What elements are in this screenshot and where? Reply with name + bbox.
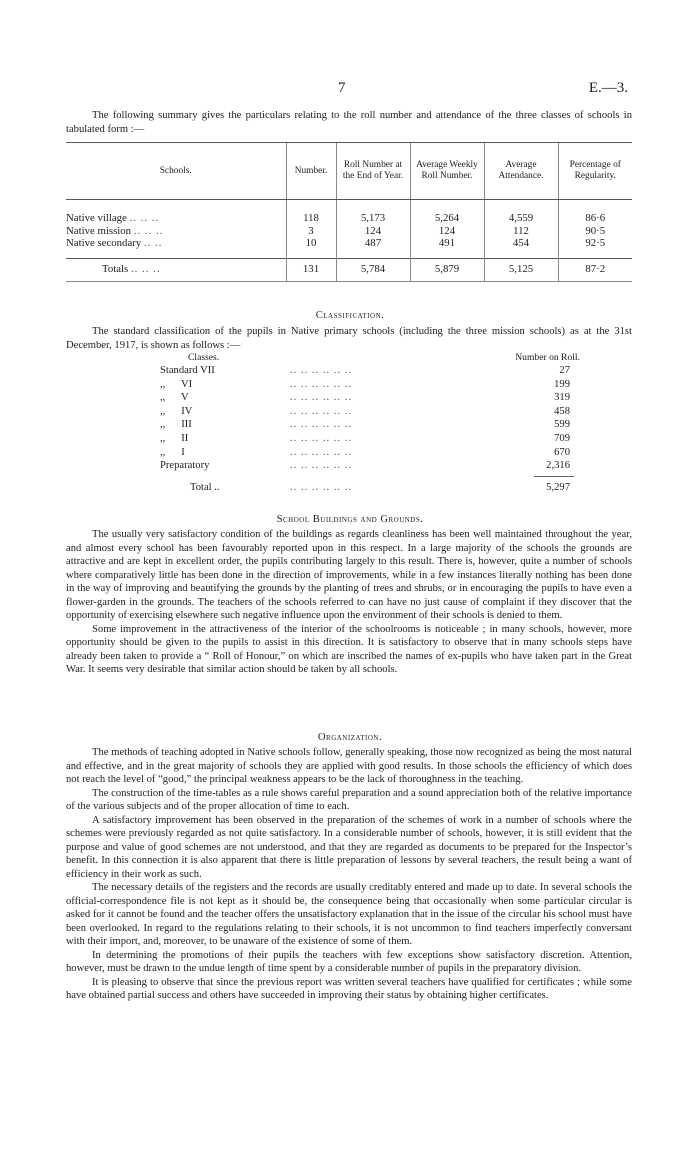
leader-dots: .. .. .. .. .. .. [290, 460, 353, 472]
list-item: ,, I .. .. .. .. .. .. 670 [160, 446, 570, 458]
report-reference: E.—3. [588, 80, 628, 96]
organization-paragraph-4: The necessary details of the registers and the records are usually creditably entered and made up to date. In several schools the official-correspondence file is not kept as it should be, the consequence being that occasionally when some particular circular is asked for it cannot be found and the teacher offers the unsatisfactory explanation that in the issue of the circular his school must have been overlooked. In regard to the regulations relating to their schools, it is not uncommon to find teachers imperfectly conversant with their import, and, moreover, to be unaware of the existence of some of them. [66, 882, 632, 947]
classification-total-row: Total .. .. .. .. .. .. .. 5,297 [190, 481, 570, 493]
regularity-cell: 87·2 [558, 258, 632, 281]
col-schools: Schools. [66, 143, 286, 200]
leader-dots: .. .. .. [133, 224, 164, 237]
organization-section [66, 746, 632, 1003]
table-spacer [66, 200, 632, 213]
roll-cell: 487 [336, 237, 410, 258]
organization-paragraph-2: The construction of the time-tables as a rule shows careful preparation and a sound appreciation both of the relative importance of the various subjects and of the proper allocation of time to each. [66, 787, 632, 812]
table-row [66, 225, 632, 238]
roll-cell: 5,173 [336, 212, 410, 225]
buildings-heading: School Buildings and Grounds. [276, 514, 424, 525]
attendance-cell: 112 [484, 225, 558, 238]
number-cell: 118 [286, 212, 336, 225]
leader-dots: .. .. [143, 237, 163, 249]
intro-paragraph: The following summary gives the particulars relating to the roll number and attendance of the three classes of schools in tabulated form :— [66, 110, 632, 135]
organization-paragraph-1: The methods of teaching adopted in Native schools follow, generally speaking, those now recognized as being the most natural and effective, and in the great majority of schools they are applied with good results. In those schools the efficiency of which does not reach the level of “good,” the principal weakness appears to be the lack of thoroughness in the teaching. [66, 747, 632, 785]
number-cell: 3 [286, 225, 336, 238]
table-totals-row [66, 258, 632, 281]
school-cell: Native mission .. .. .. [66, 224, 164, 237]
number-cell: 10 [286, 237, 336, 258]
roll-cell: 124 [336, 225, 410, 238]
table-header-row [66, 143, 632, 200]
list-item: ,, III .. .. .. .. .. .. 599 [160, 419, 570, 431]
list-item: ,, IV .. .. .. .. .. .. 458 [160, 405, 570, 417]
leader-dots: .. .. .. .. .. .. [290, 365, 353, 376]
regularity-cell: 92·5 [558, 237, 632, 258]
number-cell: 131 [286, 258, 336, 281]
table-row [66, 212, 632, 225]
leader-dots: .. .. .. .. .. .. [290, 378, 353, 390]
leader-dots: .. .. .. .. .. .. [290, 481, 353, 493]
col-weekly-roll: Average Weekly Roll Number. [410, 143, 484, 200]
classification-heading: Classification. [315, 310, 385, 321]
leader-dots: .. .. .. .. .. .. [290, 432, 353, 444]
page-number: 7 [338, 80, 346, 96]
classes-column-label: Classes. [188, 352, 220, 363]
organization-paragraph-6: It is pleasing to observe that since the previous report was written several teachers have qualified for certificates ; while some have obtained partial success and others have succeeded in improving their status by obtaining higher certificates. [66, 976, 632, 1001]
buildings-paragraph-1: The usually very satisfactory condition of the buildings as regards cleanliness has been well maintained throughout the year, and almost every school has been favourably reported upon in this respect. In a large majority of the schools the grounds are attractive and are kept in excellent order, the pupils contributing largely to this result. There is, however, quite a number of schools where comparatively little has been done in the direction of improvements, while in a few instances literally nothing has been done in the way of improving and beautifying the grounds by the planting of trees and shrubs, or in encouraging the pupils to have even a flower-garden in the grounds. The teachers of the schools referred to can have no just cause of complaint if they discover that the opportunity of exercising elsewhere such negative influence upon the environment of their schools is denied to them. [66, 529, 632, 621]
buildings-paragraph-2: Some improvement in the attractiveness of the interior of the schoolrooms is noticeable ; in many schools, however, more opportunity should be given to the pupils to assist in this direction. It is satisfactory to observe that in many schools steps have already been taken to provide a “ Roll of Honour,” on which are inscribed the names of ex-pupils who have taken part in the Great War. It seems very desirable that similar action should be taken by all schools. [66, 623, 632, 675]
leader-dots: .. .. .. .. .. .. [290, 419, 353, 431]
leader-dots: .. .. .. [130, 263, 161, 276]
roll-cell: 5,784 [336, 258, 410, 281]
weekly-cell: 5,264 [410, 212, 484, 225]
regularity-cell: 90·5 [558, 225, 632, 238]
leader-dots: .. .. .. .. .. .. [290, 392, 353, 404]
leader-dots: .. .. .. .. .. .. [290, 405, 353, 417]
list-item: ,, VI .. .. .. .. .. .. 199 [160, 378, 570, 390]
weekly-cell: 124 [410, 225, 484, 238]
organization-paragraph-3: A satisfactory improvement has been observed in the preparation of the schemes of work in a number of schools where the schemes were previously regarded as not quite satisfactory. In a considerable number of schools, however, it is still evident that the purpose and value of good schemes are not understood, and that they are regarded as documents to be prepared for the Inspector’s benefit. In this connection it is also apparent that there is little preparation of lessons by several teachers, the result being a want of efficiency in their work as such. [66, 814, 632, 880]
school-cell: Native village .. .. .. [66, 212, 160, 224]
weekly-cell: 5,879 [410, 258, 484, 281]
roll-attendance-table [66, 142, 632, 282]
col-number: Number. [286, 143, 336, 200]
list-item: Standard VII .. .. .. .. .. .. 27 [160, 365, 570, 376]
weekly-cell: 491 [410, 237, 484, 258]
regularity-cell: 86·6 [558, 212, 632, 225]
school-cell: Native secondary .. .. [66, 237, 163, 249]
col-attendance: Average Attendance. [484, 143, 558, 200]
number-column-label: Number on Roll. [515, 352, 580, 363]
classification-intro: The standard classification of the pupils in Native primary schools (including the three mission schools) as at the 31st December, 1917, is shown as follows :— [66, 326, 632, 351]
attendance-cell: 454 [484, 237, 558, 258]
classification-list-header [160, 352, 590, 365]
attendance-cell: 5,125 [484, 258, 558, 281]
attendance-cell: 4,559 [484, 212, 558, 225]
list-item: Preparatory .. .. .. .. .. .. 2,316 [160, 460, 570, 472]
col-regularity: Percentage of Regularity. [558, 143, 632, 200]
page-header [0, 80, 700, 100]
table-row [66, 237, 632, 258]
organization-heading: Organization. [317, 732, 383, 743]
rule-container [160, 474, 590, 478]
leader-dots: .. .. .. [129, 212, 160, 224]
organization-paragraph-5: In determining the promotions of their pupils the teachers with few exceptions show satisfactory discretion. Attention, however, must be drawn to the undue length of time spent by a considerable number of pupils in the preparatory division. [66, 949, 632, 974]
leader-dots: .. .. .. .. .. .. [290, 446, 353, 458]
total-rule [534, 476, 574, 477]
buildings-section [66, 528, 632, 677]
list-item: ,, V .. .. .. .. .. .. 319 [160, 392, 570, 404]
totals-label-cell: Totals .. .. .. [66, 258, 286, 281]
list-item: ,, II .. .. .. .. .. .. 709 [160, 432, 570, 444]
classification-list [160, 352, 590, 498]
col-roll-end-year: Roll Number at the End of Year. [336, 143, 410, 200]
